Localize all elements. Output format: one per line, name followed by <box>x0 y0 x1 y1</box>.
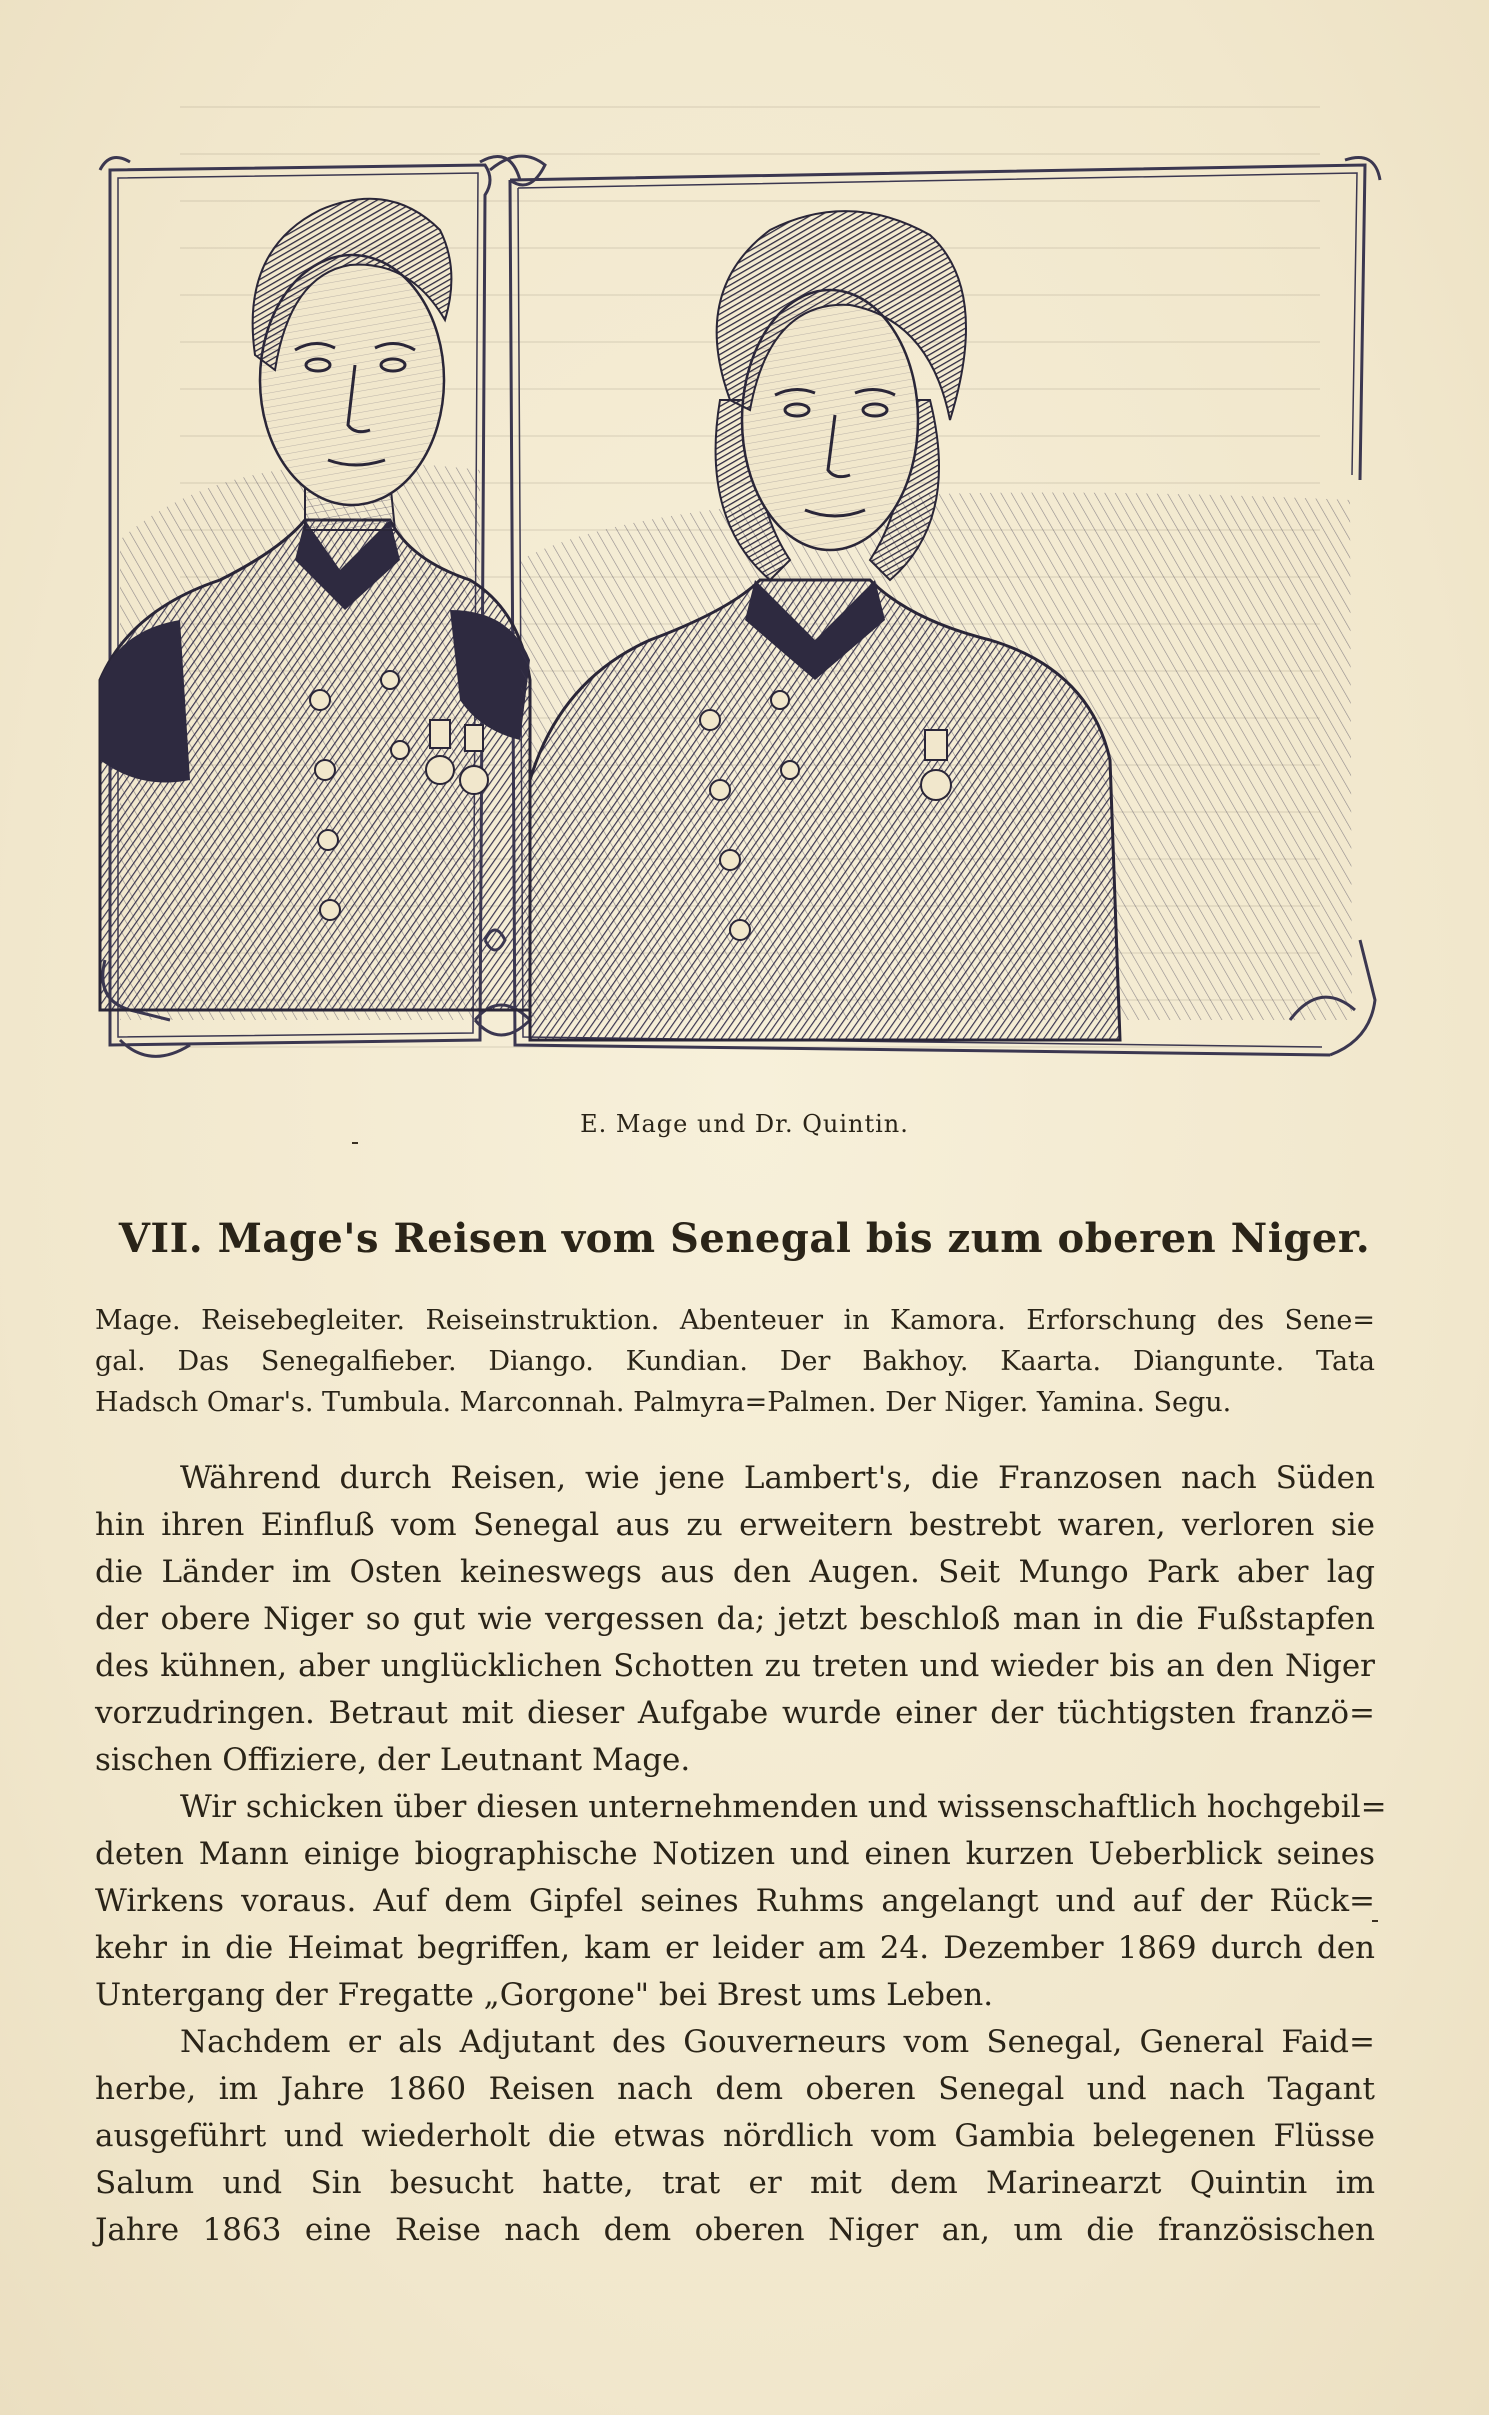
portrait-engraving <box>90 140 1390 1100</box>
text-line: der obere Niger so gut wie vergessen da; jetzt beschloß man in die Fußstapfen <box>95 1601 1375 1637</box>
text-line: die Länder im Osten keineswegs aus den Augen. Seit Mungo Park aber lag <box>95 1554 1375 1590</box>
summary-line: Mage. Reisebegleiter. Reiseinstruktion. Abenteuer in Kamora. Erforschung des Sene= <box>95 1305 1375 1336</box>
text-line: Untergang der Fregatte „Gorgone" bei Brest ums Leben. <box>95 1977 994 2013</box>
body-text <box>95 1455 1387 2254</box>
chapter-number: VII. <box>118 1215 204 1262</box>
chapter-heading <box>0 1215 1489 1262</box>
summary-line: gal. Das Senegalfieber. Diango. Kundian. Der Bakhoy. Kaarta. Diangunte. Tata <box>95 1346 1375 1377</box>
portrait-quintin <box>520 211 1352 1040</box>
text-line: herbe, im Jahre 1860 Reisen nach dem oberen Senegal und nach Tagant <box>95 2071 1375 2107</box>
text-line: sischen Offiziere, der Leutnant Mage. <box>95 1742 691 1778</box>
text-line: Wir schicken über diesen unternehmenden und wissenschaftlich hochgebil= <box>180 1789 1387 1825</box>
text-line: des kühnen, aber unglücklichen Schotten zu treten und wieder bis an den Niger <box>95 1648 1375 1684</box>
text-line: kehr in die Heimat begriffen, kam er leider am 24. Dezember 1869 durch den <box>95 1930 1375 1966</box>
text-line: Nachdem er als Adjutant des Gouverneurs vom Senegal, General Faid= <box>180 2024 1375 2060</box>
text-line: deten Mann einige biographische Notizen und einen kurzen Ueberblick seines <box>95 1836 1375 1872</box>
text-line: hin ihren Einfluß vom Senegal aus zu erweitern bestrebt waren, verloren sie <box>95 1507 1375 1543</box>
figure-caption: E. Mage und Dr. Quintin. <box>580 1110 909 1138</box>
text-line: Wirkens voraus. Auf dem Gipfel seines Ruhms angelangt und auf der Rück= <box>95 1883 1375 1919</box>
text-line: Salum und Sin besucht hatte, trat er mit dem Marinearzt Quintin im <box>95 2165 1375 2201</box>
text-line: Jahre 1863 eine Reise nach dem oberen Niger an, um die französischen <box>95 2212 1375 2248</box>
chapter-summary <box>95 1300 1375 1423</box>
ink-speck <box>352 1142 358 1144</box>
text-line: Während durch Reisen, wie jene Lambert's, die Franzosen nach Süden <box>180 1460 1375 1496</box>
text-line: vorzudringen. Betraut mit dieser Aufgabe wurde einer der tüchtigsten franzö= <box>95 1695 1375 1731</box>
portrait-mage <box>100 199 530 1020</box>
chapter-title-text: Mage's Reisen vom Senegal bis zum oberen Niger. <box>217 1215 1371 1262</box>
text-line: ausgeführt und wiederholt die etwas nördlich vom Gambia belegenen Flüsse <box>95 2118 1375 2154</box>
summary-line: Hadsch Omar's. Tumbula. Marconnah. Palmyra=Palmen. Der Niger. Yamina. Segu. <box>95 1387 1232 1418</box>
